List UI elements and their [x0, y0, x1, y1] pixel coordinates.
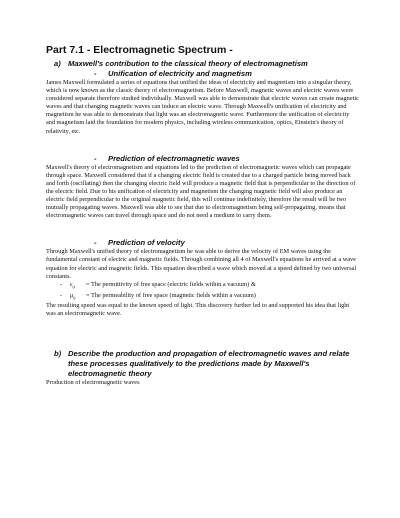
list-item — [46, 292, 360, 303]
heading-dash: - — [94, 238, 97, 248]
production-heading: Production of electromagnetic waves — [46, 378, 140, 386]
bullet-dash: - — [60, 280, 63, 288]
section-unification-heading — [46, 69, 360, 79]
heading-text: Unification of electricity and magnetism — [108, 69, 252, 78]
heading-text: Prediction of electromagnetic waves — [108, 153, 240, 163]
question-b-text: Describe the production and propagation of electromagnetic waves and relate these processes qualitatively to the predictions made by Maxwell's electromagnetic theory — [68, 348, 350, 378]
heading-text: Prediction of velocity — [108, 238, 185, 248]
part-title: Part 7.1 - Electromagnetic Spectrum - — [46, 44, 233, 56]
section-unification-body: James Maxwell formulated a series of equations that unified the ideas of electricity and magnetism into a singular theory, which is now known as the classic theory of electromagnetism. Before Maxwell, magnetic waves and electric waves were considered separate therefore studied individually. Maxwell was able to demonstrate that electric waves can create magnetic waves and that changing magnetic waves can induce an electric wave. Through Maxwell's unification of electricity and magnetism he was able to demonstrate that light was an electromagnetic wave. Furthermore the unification of electricity and magnetism laid the foundation for modern physics, including wireless communication, optics, Einstein's theory of relativity, etc. — [46, 79, 359, 135]
question-b — [46, 349, 360, 379]
section-prediction-waves-heading — [46, 154, 360, 164]
section-prediction-velocity-conclusion: The resulting speed was equal to the known speed of light. This discovery further led to and supported his idea that light was an electromagnetic wave. — [46, 302, 350, 318]
question-a — [46, 59, 360, 69]
list-item — [46, 281, 360, 292]
constants-list — [46, 281, 360, 303]
heading-dash: - — [94, 69, 97, 78]
section-prediction-waves-body: Maxwell's theory of electromagnetism and equations led to the prediction of electromagnetic waves which can propagate through space. Maxwell considered that if a changing electric field is created due to a charged particle being moved back and forth (oscillating) then the changing electric field will produce a magnetic field that is perpendicular to the direction of the electric field. Due to his unification of electricity and magnetism the changing magnetic field will also produce an electric field perpendicular to the original magnetic field, this will continue indefinitely, therefore the result will be two mutually propagating waves. Maxwell was able to see that due to electromagnetism being self-propagating, means that electromagnetic waves can travel through space and do not need a medium to carry them. — [46, 163, 356, 220]
question-a-label: a) — [54, 59, 61, 68]
question-b-label: b) — [54, 348, 62, 358]
bullet-dash: - — [60, 291, 63, 299]
mu-symbol: $\mu_0$ — [70, 291, 76, 300]
question-a-text: Maxwell's contribution to the classical theory of electromagnetism — [68, 59, 308, 68]
section-prediction-velocity-heading — [46, 238, 360, 248]
bullet-text: = The permittivity of free space (electric fields within a vacuum) & — [86, 280, 256, 288]
section-prediction-velocity-body: Through Maxwell's unified theory of electromagnetism he was able to derive the velocity of EM waves using the fundamental constant of electric and magnetic fields. Through combining all 4 of Maxwell's equations he arrived at a wave equation for electric and magnetic fields. This equation described a wave which moved at a speed defined by two universal constants. — [46, 248, 357, 280]
heading-dash: - — [94, 153, 97, 163]
bullet-text: = The permeability of free space (magnetic fields within a vacuum) — [86, 291, 256, 299]
epsilon-symbol: $\varepsilon_0$ — [70, 280, 75, 289]
